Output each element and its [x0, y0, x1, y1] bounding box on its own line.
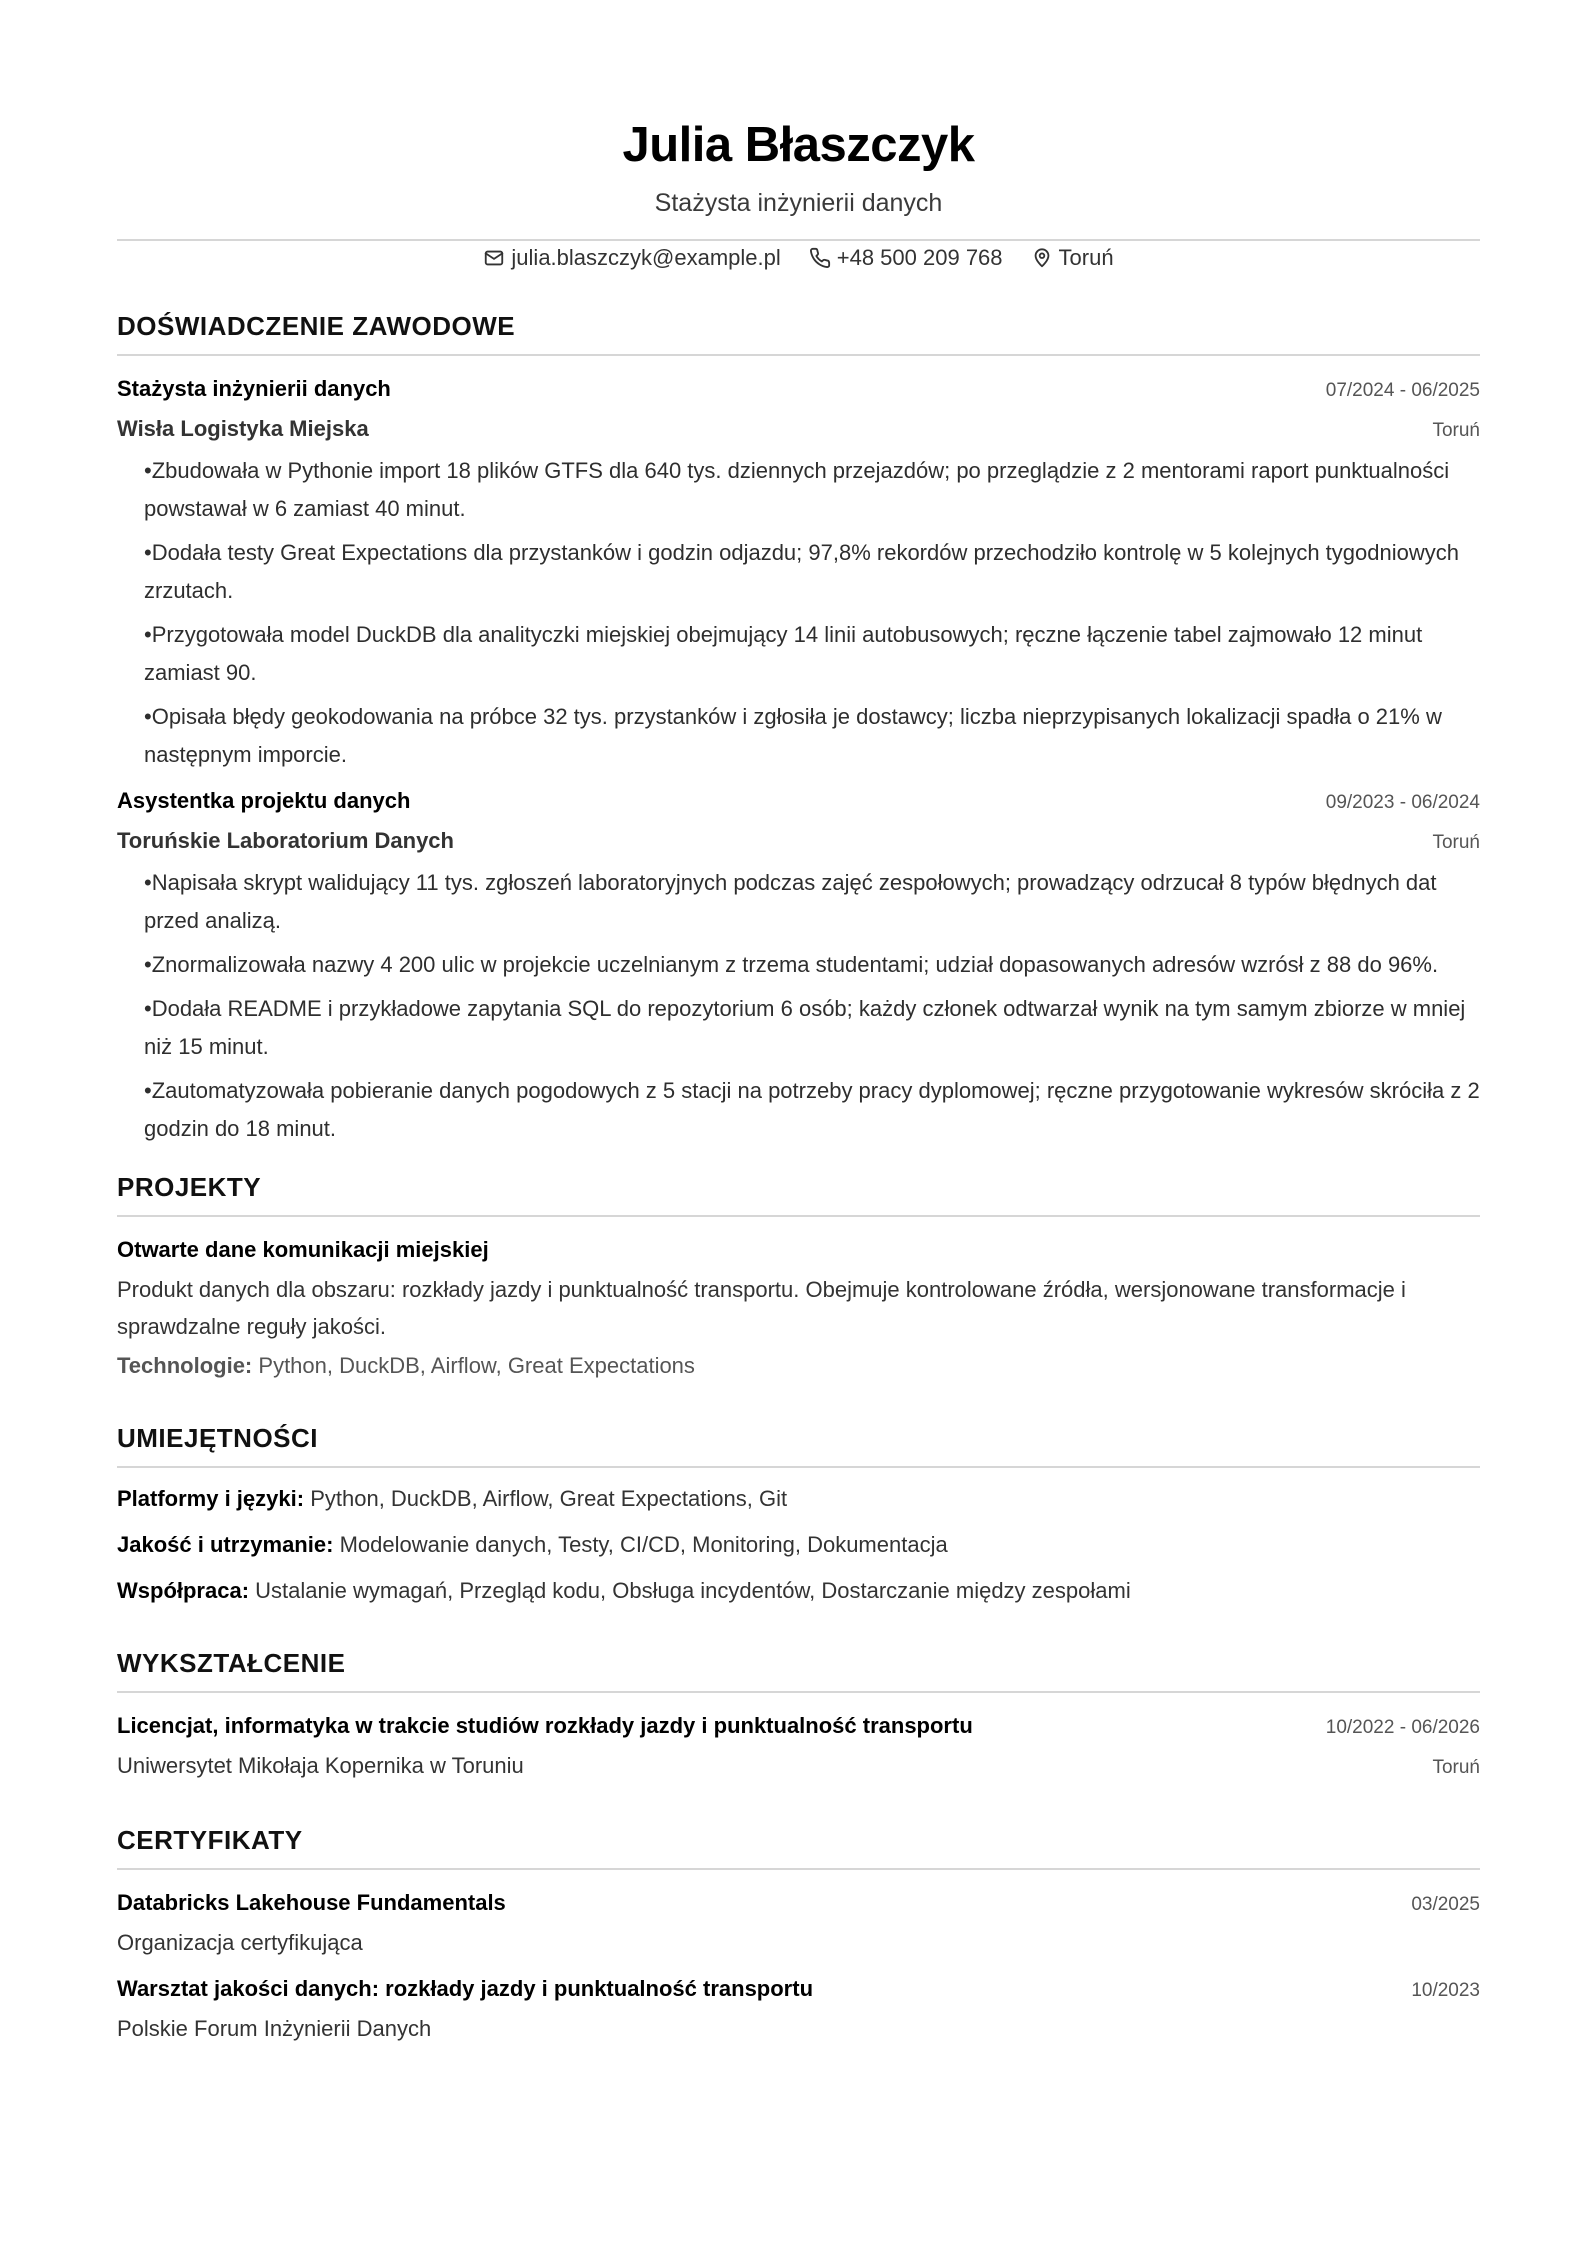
- section-title-skills: UMIEJĘTNOŚCI: [117, 1423, 319, 1453]
- section-divider: [117, 1215, 1480, 1217]
- contact-email-text: julia.blaszczyk@example.pl: [511, 245, 781, 270]
- job-bullet: • Napisała skrypt walidujący 11 tys. zgłoszeń laboratoryjnych podczas zajęć zespołowych; prowadzący odrzucał 8 typów błędnych dat przed analizą.: [144, 864, 1480, 940]
- experience-entry: [117, 786, 1480, 1148]
- project-entry: [117, 1235, 1480, 1381]
- job-company: Toruńskie Laboratorium Danych: [117, 828, 454, 853]
- certification-date: 03/2025: [1411, 1894, 1480, 1915]
- contact-location-text: Toruń: [1058, 245, 1114, 270]
- phone-icon: [809, 247, 831, 269]
- skill-group-values: Ustalanie wymagań, Przegląd kodu, Obsługa incydentów, Dostarczanie między zespołami: [255, 1578, 1131, 1603]
- skill-group: [117, 1576, 1480, 1606]
- education-location: Toruń: [1432, 1757, 1480, 1778]
- job-title: Stażysta inżynierii danych: [117, 376, 391, 401]
- certification-name: Warsztat jakości danych: rozkłady jazdy i punktualność transportu: [117, 1976, 814, 2001]
- section-divider: [117, 354, 1480, 356]
- skill-group-values: Modelowanie danych, Testy, CI/CD, Monitoring, Dokumentacja: [339, 1532, 948, 1557]
- certification-issuer: Polskie Forum Inżynierii Danych: [117, 2016, 432, 2041]
- job-company: Wisła Logistyka Miejska: [117, 416, 369, 441]
- job-dates: 09/2023 - 06/2024: [1325, 792, 1480, 813]
- certification-entry: [117, 1888, 1480, 1958]
- project-description: Produkt danych dla obszaru: rozkłady jazdy i punktualność transportu. Obejmuje kontrolowane źródła, wersjonowane transformacje i sprawdzalne reguły jakości.: [117, 1277, 1406, 1339]
- skill-group-values: Python, DuckDB, Airflow, Great Expectations, Git: [310, 1486, 788, 1511]
- candidate-headline: Stażysta inżynierii danych: [654, 189, 943, 217]
- job-dates: 07/2024 - 06/2025: [1325, 380, 1480, 401]
- job-bullet: • Dodała testy Great Expectations dla przystanków i godzin odjazdu; 97,8% rekordów przechodziło kontrolę w 5 kolejnych tygodniowych zrzutach.: [144, 534, 1480, 610]
- resume-header: [117, 0, 1480, 275]
- section-title-certifications: CERTYFIKATY: [117, 1825, 303, 1855]
- map-pin-icon: [1031, 247, 1053, 269]
- section-divider: [117, 1691, 1480, 1693]
- project-tech-label: Technologie:: [117, 1353, 253, 1378]
- job-bullets: [117, 864, 1480, 1148]
- skill-group: [117, 1484, 1480, 1514]
- project-title: Otwarte dane komunikacji miejskiej: [117, 1237, 489, 1262]
- skills-section: [117, 1421, 1480, 1606]
- skill-group-label: Platformy i języki:: [117, 1486, 305, 1511]
- experience-section: [117, 309, 1480, 1148]
- education-dates: 10/2022 - 06/2026: [1325, 1717, 1480, 1738]
- degree-title: Licencjat, informatyka w trakcie studiów rozkłady jazdy i punktualność transportu: [117, 1713, 973, 1738]
- job-bullet: • Zautomatyzowała pobieranie danych pogodowych z 5 stacji na potrzeby pracy dyplomowej; ręczne przygotowanie wykresów skróciła z 2 godzin do 18 minut.: [144, 1072, 1480, 1148]
- contact-email[interactable]: [483, 245, 780, 271]
- section-title-education: WYKSZTAŁCENIE: [117, 1648, 346, 1678]
- certification-issuer: Organizacja certyfikująca: [117, 1930, 363, 1955]
- skill-group-label: Jakość i utrzymanie:: [117, 1532, 334, 1557]
- contact-phone-text: +48 500 209 768: [836, 245, 1003, 270]
- certification-entry: [117, 1974, 1480, 2044]
- section-title-experience: DOŚWIADCZENIE ZAWODOWE: [117, 311, 516, 341]
- contact-bar: [117, 241, 1480, 275]
- contact-phone[interactable]: [809, 245, 1003, 271]
- school-name: Uniwersytet Mikołaja Kopernika w Toruniu: [117, 1753, 524, 1778]
- job-bullet: • Opisała błędy geokodowania na próbce 32 tys. przystanków i zgłosiła je dostawcy; liczba nieprzypisanych lokalizacji spadła o 21% w następnym imporcie.: [144, 698, 1480, 774]
- project-tech-list: Python, DuckDB, Airflow, Great Expectations: [258, 1353, 695, 1378]
- candidate-name: Julia Błaszczyk: [622, 118, 975, 172]
- certifications-section: [117, 1823, 1480, 2044]
- skill-group-label: Współpraca:: [117, 1578, 250, 1603]
- job-bullet: • Przygotowała model DuckDB dla analityczki miejskiej obejmujący 14 linii autobusowych; ręczne łączenie tabel zajmowało 12 minut zamiast 90.: [144, 616, 1480, 692]
- certification-name: Databricks Lakehouse Fundamentals: [117, 1890, 506, 1915]
- section-divider: [117, 1466, 1480, 1468]
- job-location: Toruń: [1432, 832, 1480, 853]
- project-technologies: [117, 1351, 1480, 1381]
- job-bullet: • Dodała README i przykładowe zapytania SQL do repozytorium 6 osób; każdy członek odtwarzał wynik na tym samym zbiorze w mniej niż 15 minut.: [144, 990, 1480, 1066]
- skill-group: [117, 1530, 1480, 1560]
- education-section: [117, 1646, 1480, 1783]
- section-title-projects: PROJEKTY: [117, 1172, 262, 1202]
- certification-date: 10/2023: [1411, 1980, 1480, 2001]
- section-divider: [117, 1868, 1480, 1870]
- job-title: Asystentka projektu danych: [117, 788, 411, 813]
- experience-entry: [117, 374, 1480, 774]
- resume-page: [117, 0, 1480, 2044]
- job-bullets: [117, 452, 1480, 774]
- job-bullet: • Znormalizowała nazwy 4 200 ulic w projekcie uczelnianym z trzema studentami; udział dopasowanych adresów wzrósł z 88 do 96%.: [144, 946, 1480, 984]
- education-entry: [117, 1711, 1480, 1783]
- job-bullet: • Zbudowała w Pythonie import 18 plików GTFS dla 640 tys. dziennych przejazdów; po przeglądzie z 2 mentorami raport punktualności powstawał w 6 zamiast 40 minut.: [144, 452, 1480, 528]
- mail-icon: [483, 247, 505, 269]
- job-location: Toruń: [1432, 420, 1480, 441]
- contact-location: [1031, 245, 1114, 271]
- projects-section: [117, 1170, 1480, 1381]
